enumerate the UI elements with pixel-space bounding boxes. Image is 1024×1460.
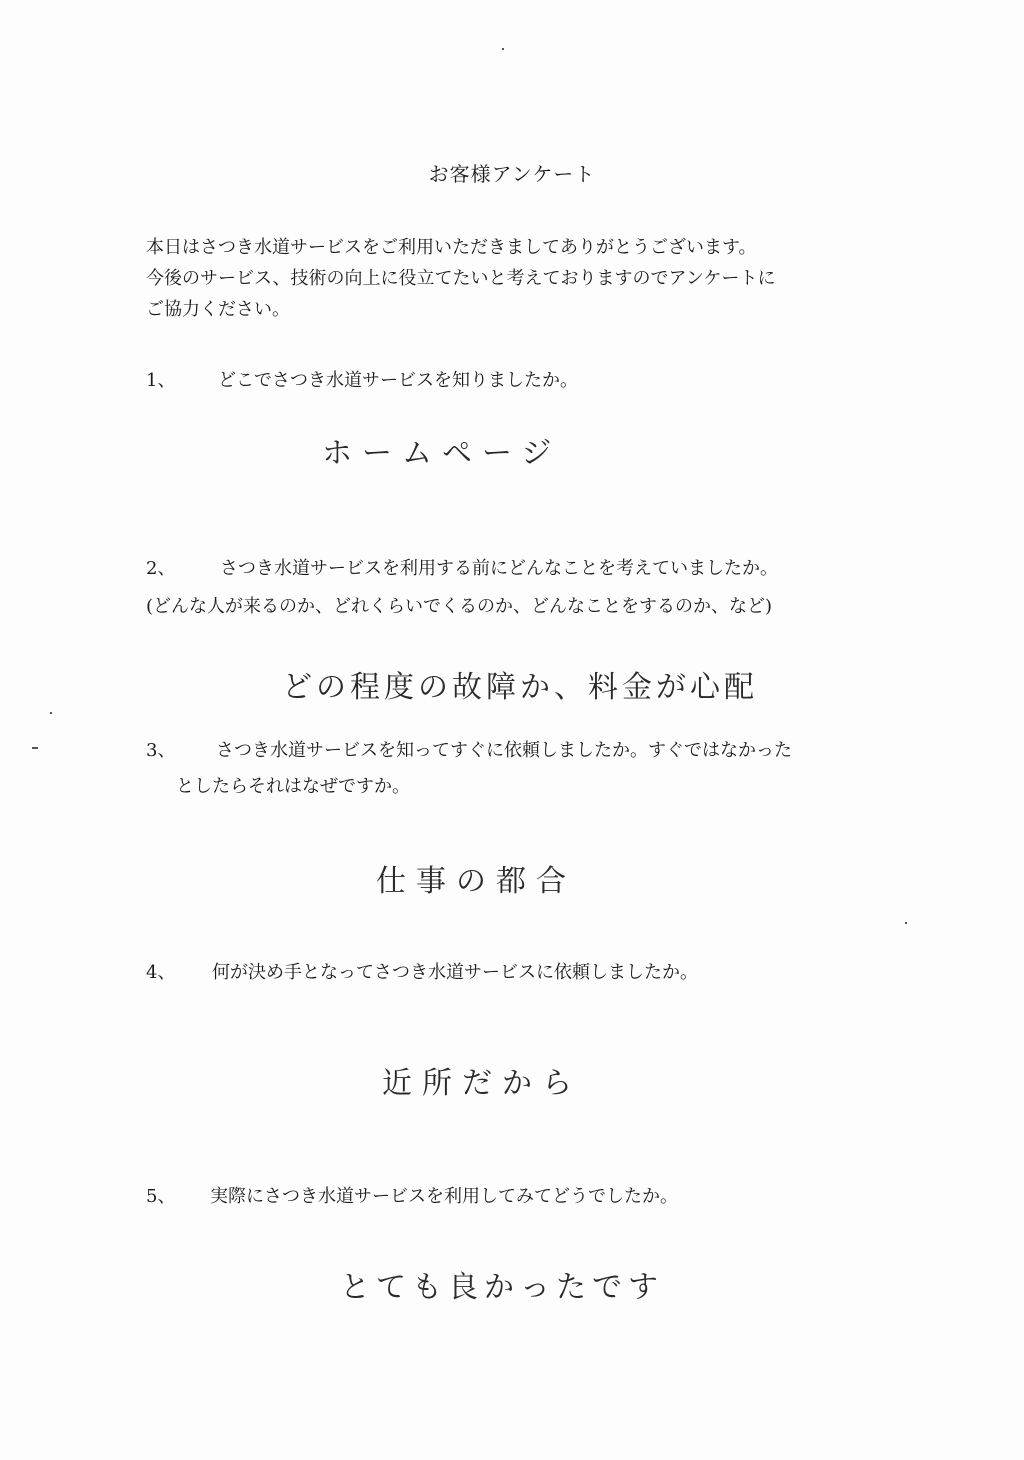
question-2 — [146, 554, 946, 580]
question-1 — [146, 366, 946, 392]
intro-line: 本日はさつき水道サービスをご利用いただきましてありがとうございます。 — [146, 237, 757, 258]
intro-line: 今後のサービス、技術の向上に役立てたいと考えておりますのでアンケートに — [146, 268, 776, 289]
scan-speck — [32, 747, 38, 749]
question-5 — [146, 1182, 946, 1208]
question-text: どこでさつき水道サービスを知りましたか。 — [218, 370, 578, 391]
handwritten-answer-5: とても良かったです — [340, 1270, 664, 1305]
question-text: 何が決め手となってさつき水道サービスに依頼しましたか。 — [212, 962, 698, 983]
handwritten-answer-3: 仕事の都合 — [376, 864, 576, 899]
question-3 — [146, 736, 946, 762]
handwritten-answer-4: 近所だから — [382, 1066, 582, 1101]
question-number: 4、 — [146, 962, 176, 983]
question-number: 3、 — [146, 740, 176, 761]
scan-speck — [502, 48, 504, 50]
question-number: 5、 — [146, 1186, 176, 1207]
question-text: さつき水道サービスを知ってすぐに依頼しましたか。すぐではなかった — [216, 740, 792, 761]
intro-line: ご協力ください。 — [146, 299, 290, 320]
question-subtext: としたらそれはなぜですか。 — [176, 776, 410, 797]
intro-paragraph — [146, 232, 946, 325]
question-number: 2、 — [146, 558, 176, 579]
question-text: 実際にさつき水道サービスを利用してみてどうでしたか。 — [210, 1186, 678, 1207]
page-title: お客様アンケート — [428, 162, 596, 186]
handwritten-answer-2: どの程度の故障か、料金が心配 — [282, 670, 758, 705]
question-text: さつき水道サービスを利用する前にどんなことを考えていましたか。 — [220, 558, 778, 579]
question-subtext: (どんな人が来るのか、どれくらいでくるのか、どんなことをするのか、など) — [146, 596, 773, 617]
question-number: 1、 — [146, 370, 176, 391]
handwritten-answer-1: ホームページ — [322, 436, 562, 471]
scan-speck — [50, 712, 52, 714]
scan-speck — [905, 922, 907, 924]
question-4 — [146, 958, 946, 984]
